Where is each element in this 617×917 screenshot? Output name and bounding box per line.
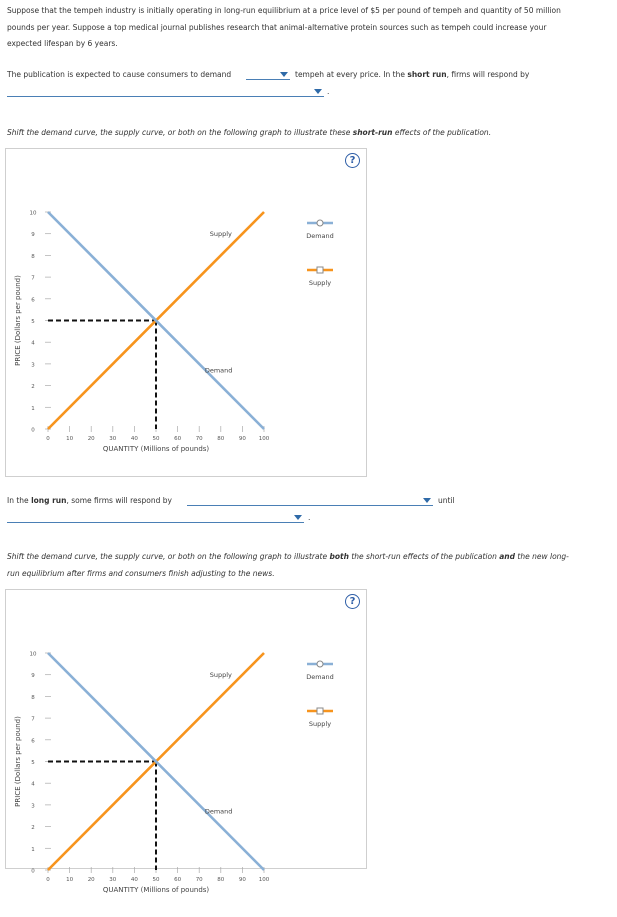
chevron-down-icon — [280, 72, 288, 77]
y-tick-label: 4 — [31, 781, 35, 788]
graph-panel-1 — [5, 148, 367, 477]
q1-demand-dropdown[interactable] — [246, 70, 290, 80]
y-tick-label: 1 — [31, 405, 35, 412]
y-tick-label: 6 — [31, 738, 35, 745]
intro-line-2: pounds per year. Suppose a top medical journal publishes research that animal-alternative protein sources such as tempeh could increase your — [7, 22, 547, 32]
x-tick-label: 100 — [258, 877, 270, 883]
x-tick-label: 80 — [217, 436, 225, 442]
x-tick-label: 20 — [87, 436, 95, 442]
x-tick-label: 50 — [152, 436, 160, 442]
inst2-line-1 — [7, 549, 612, 566]
inst2-line-2: run equilibrium after firms and consumers finish adjusting to the news. — [7, 568, 275, 578]
q2-end: . — [308, 513, 311, 522]
supply-tool-handle[interactable] — [317, 708, 323, 714]
demand-tool-label: Demand — [306, 232, 334, 240]
x-tick-label: 70 — [195, 436, 203, 442]
y-axis-label: PRICE (Dollars per pound) — [14, 275, 22, 366]
demand-curve-label: Demand — [204, 366, 233, 375]
instruction-1 — [7, 125, 612, 142]
q1-end: . — [327, 87, 330, 96]
y-tick-label: 9 — [31, 673, 35, 680]
y-tick-label: 2 — [31, 825, 35, 832]
q1-suffix: , firms will respond by — [446, 70, 530, 79]
y-tick-label: 3 — [31, 362, 35, 369]
q1-middle — [295, 70, 529, 79]
chevron-down-icon — [423, 498, 431, 503]
x-tick-label: 10 — [66, 877, 74, 883]
q1-prefix: The publication is expected to cause consumers to demand — [7, 70, 232, 79]
x-tick-label: 90 — [238, 436, 246, 442]
x-axis-label: QUANTITY (Millions of pounds) — [102, 886, 210, 894]
y-tick-label: 5 — [31, 319, 35, 325]
y-tick-label: 8 — [31, 694, 35, 701]
x-tick-label: 10 — [66, 436, 74, 442]
inst2-bold-both: both — [329, 552, 349, 561]
y-tick-label: 8 — [31, 253, 35, 260]
q2-bold-long-run: long run — [31, 496, 67, 505]
inst2-mid: the short-run effects of the publication — [351, 552, 497, 561]
q2-prefix — [7, 496, 172, 505]
y-axis-label: PRICE (Dollars per pound) — [14, 716, 22, 807]
y-tick-label: 10 — [29, 651, 37, 658]
chart-2 — [6, 590, 366, 917]
x-tick-label: 40 — [130, 877, 138, 883]
y-tick-label: 7 — [31, 716, 35, 723]
inst1-bold: short-run — [352, 128, 393, 137]
demand-curve-label: Demand — [204, 807, 233, 816]
supply-tool-handle[interactable] — [317, 267, 323, 273]
x-axis-label: QUANTITY (Millions of pounds) — [102, 445, 210, 453]
demand-tool-handle[interactable] — [317, 220, 323, 226]
inst2-prefix: Shift the demand curve, the supply curve, or both on the following graph to illustrate — [7, 552, 328, 561]
inst1-suffix: effects of the publication. — [394, 128, 492, 137]
x-tick-label: 100 — [258, 436, 270, 442]
demand-tool-handle[interactable] — [317, 661, 323, 667]
intro-line-1: Suppose that the tempeh industry is initially operating in long-run equilibrium at a price level of $5 per pound of tempeh and quantity of 50 million — [7, 6, 561, 15]
x-tick-label: 0 — [46, 436, 50, 442]
x-tick-label: 30 — [109, 436, 117, 442]
y-tick-label: 6 — [31, 297, 35, 304]
q2-prefix-text: In the — [7, 496, 29, 505]
x-tick-label: 50 — [152, 877, 160, 883]
y-tick-label: 0 — [31, 868, 35, 875]
y-tick-label: 5 — [31, 760, 35, 766]
x-tick-label: 20 — [87, 877, 95, 883]
q2-until-dropdown[interactable] — [7, 513, 304, 523]
inst1-prefix: Shift the demand curve, the supply curve, or both on the following graph to illustrate these — [7, 128, 351, 137]
y-tick-label: 2 — [31, 384, 35, 391]
x-tick-label: 40 — [130, 436, 138, 442]
help-icon[interactable]: ? — [345, 594, 360, 609]
x-tick-label: 30 — [109, 877, 117, 883]
supply-curve-label: Supply — [209, 670, 232, 679]
supply-tool-label: Supply — [308, 720, 332, 728]
y-tick-label: 1 — [31, 846, 35, 853]
demand-tool-label: Demand — [306, 673, 334, 681]
graph-panel-2 — [5, 589, 367, 894]
y-tick-label: 0 — [31, 427, 35, 434]
x-tick-label: 60 — [174, 877, 182, 883]
x-tick-label: 80 — [217, 877, 225, 883]
instruction-2 — [7, 549, 612, 582]
inst2-suffix: the new long- — [517, 552, 569, 561]
x-tick-label: 0 — [46, 877, 50, 883]
help-icon[interactable]: ? — [345, 153, 360, 168]
q2-firms-dropdown[interactable] — [187, 496, 433, 506]
x-tick-label: 70 — [195, 877, 203, 883]
chevron-down-icon — [314, 89, 322, 94]
intro-paragraph — [7, 3, 607, 53]
chart-1 — [6, 149, 366, 476]
q1-firms-dropdown[interactable] — [7, 87, 324, 97]
y-tick-label: 9 — [31, 232, 35, 239]
supply-tool-label: Supply — [308, 279, 332, 287]
q2-middle: , some firms will respond by — [66, 496, 172, 505]
intro-line-3: expected lifespan by 6 years. — [7, 39, 118, 48]
x-tick-label: 60 — [174, 436, 182, 442]
q1-middle-text: tempeh at every price. In the — [295, 70, 405, 79]
q1-bold-short-run: short run — [407, 70, 447, 79]
inst2-bold-and: and — [499, 552, 516, 561]
y-tick-label: 10 — [29, 210, 37, 217]
y-tick-label: 7 — [31, 275, 35, 282]
chevron-down-icon — [294, 515, 302, 520]
x-tick-label: 90 — [238, 877, 246, 883]
q2-suffix: until — [438, 496, 455, 505]
y-tick-label: 3 — [31, 803, 35, 810]
y-tick-label: 4 — [31, 340, 35, 347]
supply-curve-label: Supply — [209, 229, 232, 238]
